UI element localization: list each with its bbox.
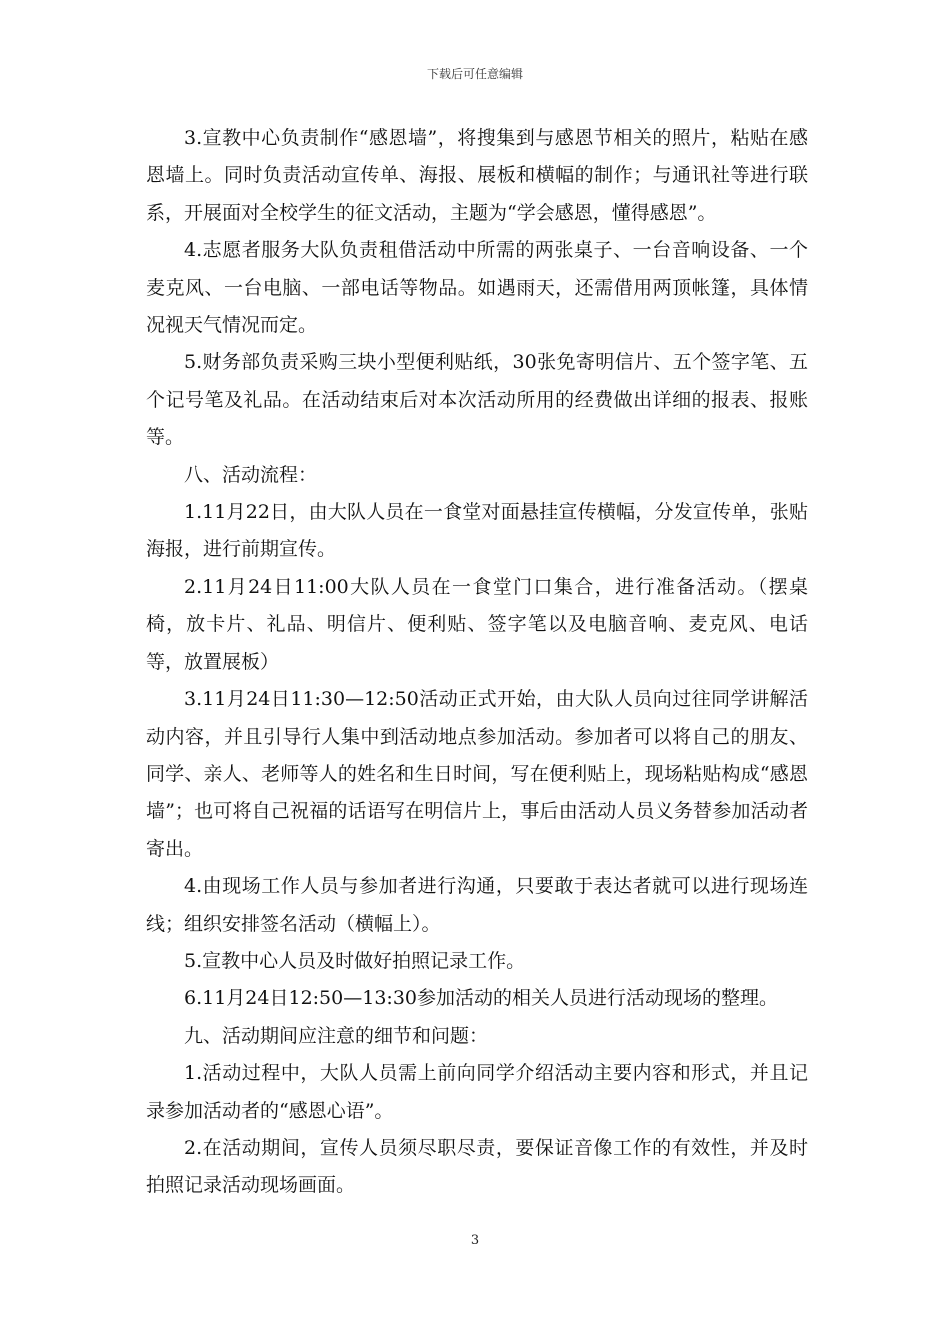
- paragraph-item-3-propaganda: 3.宣教中心负责制作“感恩墙”，将搜集到与感恩节相关的照片，粘贴在感恩墙上。同时负责活动宣传单、海报、展板和横幅的制作；与通讯社等进行联系，开展面对全校学生的征文活动，主题为“学会感恩，懂得感恩”。: [146, 127, 808, 224]
- header-note: 下载后可任意编辑: [426, 67, 523, 81]
- paragraph-item-5-finance: 5.财务部负责采购三块小型便利贴纸，30张免寄明信片、五个签字笔、五个记号笔及礼品。在活动结束后对本次活动所用的经费做出详细的报表、报账等。: [146, 351, 808, 449]
- flow-step-4: 4.由现场工作人员与参加者进行沟通，只要敢于表达者就可以进行现场连线；组织安排签名活动（横幅上）。: [146, 875, 808, 935]
- note-item-2: 2.在活动期间，宣传人员须尽职尽责，要保证音像工作的有效性，并及时拍照记录活动现场画面。: [146, 1136, 808, 1197]
- flow-step-5: 5.宣教中心人员及时做好拍照记录工作。: [184, 949, 526, 972]
- section-heading-notes: 九、活动期间应注意的细节和问题：: [184, 1024, 489, 1047]
- document-body: [146, 120, 808, 1205]
- flow-step-6: 6.11月24日12:50—13:30参加活动的相关人员进行活动现场的整理。: [184, 987, 778, 1010]
- flow-step-1: 1.11月22日，由大队人员在一食堂对面悬挂宣传横幅，分发宣传单，张贴海报，进行前期宣传。: [146, 501, 808, 561]
- page-number: 3: [470, 1233, 480, 1248]
- section-heading-activity-flow: 八、活动流程：: [184, 463, 318, 486]
- flow-step-2: 2.11月24日11:00大队人员在一食堂门口集合，进行准备活动。（摆桌椅，放卡片、礼品、明信片、便利贴、签字笔以及电脑音响、麦克风、电话等，放置展板）: [146, 575, 808, 673]
- paragraph-item-4-volunteers: 4.志愿者服务大队负责租借活动中所需的两张桌子、一台音响设备、一个麦克风、一台电脑、一部电话等物品。如遇雨天，还需借用两顶帐篷，具体情况视天气情况而定。: [146, 239, 808, 337]
- note-item-1: 1.活动过程中，大队人员需上前向同学介绍活动主要内容和形式，并且记录参加活动者的“感恩心语”。: [146, 1062, 808, 1122]
- flow-step-3: 3.11月24日11:30—12:50活动正式开始，由大队人员向过往同学讲解活动内容，并且引导行人集中到活动地点参加活动。参加者可以将自己的朋友、同学、亲人、老师等人的姓名和生日时间，写在便利贴上，现场粘贴构成“感恩墙”；也可将自己祝福的话语写在明信片上，事后由活动人员义务替参加活动者寄出。: [146, 688, 808, 860]
